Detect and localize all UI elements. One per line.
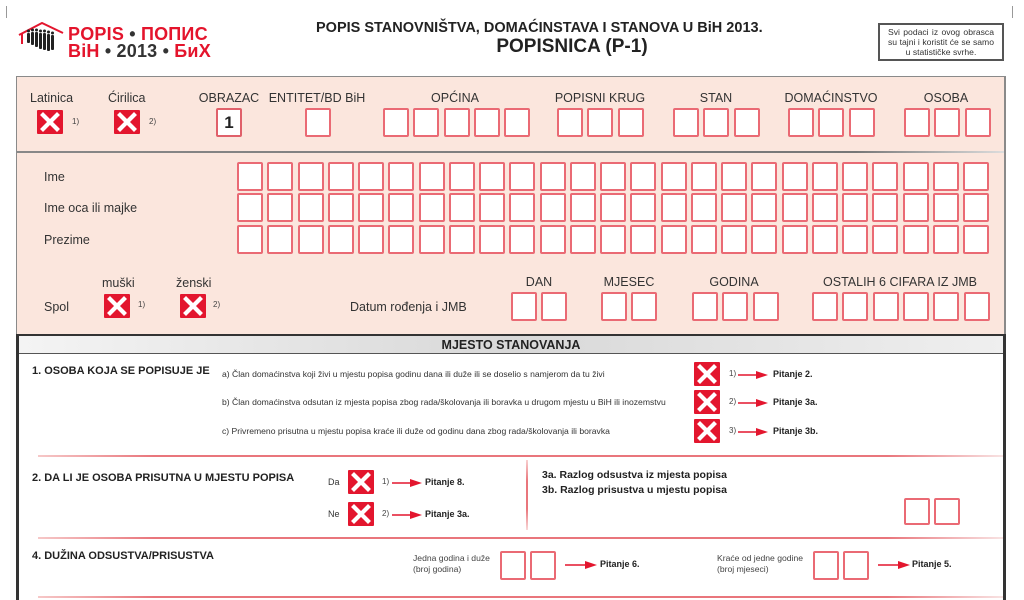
female-checkbox[interactable]: [180, 294, 206, 318]
parent-name-char-box[interactable]: [570, 193, 596, 222]
surname-char-box[interactable]: [388, 225, 414, 254]
first-name-char-box[interactable]: [298, 162, 324, 191]
question-1-option-checkbox[interactable]: [694, 390, 720, 414]
arrow-icon: [738, 427, 768, 437]
option-code: 2): [213, 300, 221, 309]
arrow-icon: [878, 560, 910, 570]
jmb-digits-label: OSTALIH 6 CIFARA IZ JMB: [823, 275, 977, 289]
goto-label: Pitanje 3a.: [425, 509, 470, 519]
surname-char-box[interactable]: [933, 225, 959, 254]
option-code: 1): [138, 300, 146, 309]
duration-digit-box[interactable]: [843, 551, 869, 580]
logo-text-popis-cyrillic: ПОПИС: [140, 24, 208, 44]
parent-name-char-box[interactable]: [419, 193, 445, 222]
first-name-char-box[interactable]: [721, 162, 747, 191]
parent-name-char-box[interactable]: [600, 193, 626, 222]
goto-label: Pitanje 3a.: [773, 397, 818, 407]
municipality-digit-box[interactable]: [444, 108, 470, 137]
municipality-digit-box[interactable]: [383, 108, 409, 137]
first-name-char-box[interactable]: [661, 162, 687, 191]
question-2-label: 2. DA LI JE OSOBA PRISUTNA U MJESTU POPISA: [32, 472, 295, 484]
day-digit-box[interactable]: [541, 292, 567, 321]
section-title: MJESTO STANOVANJA: [19, 336, 1003, 354]
x-mark-icon: [348, 502, 374, 526]
surname-char-box[interactable]: [751, 225, 777, 254]
x-mark-icon: [694, 390, 720, 414]
divider: [38, 455, 1003, 457]
x-mark-icon: [694, 362, 720, 386]
dwelling-digit-box[interactable]: [734, 108, 760, 137]
first-name-label: Ime: [44, 170, 65, 184]
x-mark-icon: [348, 470, 374, 494]
jmb-digits-digit-box[interactable]: [842, 292, 868, 321]
entity-digit-box[interactable]: [305, 108, 331, 137]
municipality-digit-box[interactable]: [474, 108, 500, 137]
cyrillic-checkbox[interactable]: [114, 110, 140, 134]
surname-char-box[interactable]: [328, 225, 354, 254]
parent-name-char-box[interactable]: [509, 193, 535, 222]
script-latin-label: Latinica: [30, 91, 74, 105]
parent-name-char-box[interactable]: [721, 193, 747, 222]
x-mark-icon: [37, 110, 63, 134]
census-circle-digit-box[interactable]: [557, 108, 583, 137]
option-code: 3): [729, 426, 737, 435]
dwelling-label: STAN: [699, 91, 733, 105]
parent-name-char-box[interactable]: [449, 193, 475, 222]
surname-char-box[interactable]: [267, 225, 293, 254]
birth-date-label: Datum rođenja i JMB: [350, 300, 467, 314]
year-digit-box[interactable]: [722, 292, 748, 321]
surname-char-box[interactable]: [721, 225, 747, 254]
question-1-option-text: b) Član domaćinstva odsutan iz mjesta popisa zbog rada/školovanja ili boravka u drugom mjestu u BiH ili inozemstvu: [222, 397, 666, 407]
logo-text-popis: POPIS: [68, 24, 125, 44]
question-1-option-text: a) Član domaćinstva koji živi u mjestu popisa godinu dana ili duže ili se doselio s namjerom da tu živi: [222, 369, 605, 379]
question-4-label: 4. DUŽINA ODSUSTVA/PRISUSTVA: [32, 550, 214, 562]
first-name-char-box[interactable]: [933, 162, 959, 191]
first-name-char-box[interactable]: [782, 162, 808, 191]
question-3-code-box[interactable]: [904, 498, 930, 525]
first-name-char-box[interactable]: [872, 162, 898, 191]
logo-bullet: •: [129, 24, 136, 44]
arrow-icon: [738, 370, 768, 380]
surname-char-box[interactable]: [782, 225, 808, 254]
surname-char-box[interactable]: [872, 225, 898, 254]
parent-name-char-box[interactable]: [298, 193, 324, 222]
day-label: DAN: [525, 275, 553, 289]
first-name-char-box[interactable]: [267, 162, 293, 191]
duration-digit-box[interactable]: [530, 551, 556, 580]
surname-char-box[interactable]: [540, 225, 566, 254]
municipality-label: OPĆINA: [431, 91, 479, 105]
surname-char-box[interactable]: [298, 225, 324, 254]
goto-label: Pitanje 6.: [600, 559, 640, 569]
surname-char-box[interactable]: [661, 225, 687, 254]
jmb-digits-digit-box[interactable]: [812, 292, 838, 321]
census-circle-label: POPISNI KRUG: [554, 91, 646, 105]
jmb-digits-digit-box[interactable]: [964, 292, 990, 321]
year-label: GODINA: [709, 275, 759, 289]
page-corner-mark: [1012, 6, 1013, 18]
question-3b-label: 3b. Razlog prisustva u mjestu popisa: [542, 484, 727, 496]
logo-text-bih-cyrillic: БиХ: [174, 41, 211, 61]
divider: [38, 537, 1003, 539]
sex-label: Spol: [44, 300, 70, 314]
parent-name-label: Ime oca ili majke: [44, 201, 138, 215]
first-name-char-box[interactable]: [509, 162, 535, 191]
surname-char-box[interactable]: [449, 225, 475, 254]
panel-divider: [17, 151, 1004, 153]
first-name-char-box[interactable]: [237, 162, 263, 191]
option-code: 1): [382, 477, 390, 486]
x-mark-icon: [180, 294, 206, 318]
x-mark-icon: [104, 294, 130, 318]
duration-option-label: Jedna godina i duže: [413, 553, 490, 563]
goto-label: Pitanje 2.: [773, 369, 813, 379]
month-label: MJESEC: [603, 275, 655, 289]
divider-vertical: [526, 460, 528, 530]
first-name-char-box[interactable]: [479, 162, 505, 191]
x-mark-icon: [694, 419, 720, 443]
form-title: POPIS STANOVNIŠTVA, DOMAĆINSTAVA I STANOVA U BiH 2013.: [316, 20, 763, 36]
divider: [38, 596, 1003, 598]
x-mark-icon: [114, 110, 140, 134]
dwelling-digit-box[interactable]: [703, 108, 729, 137]
year-digit-box[interactable]: [753, 292, 779, 321]
surname-char-box[interactable]: [479, 225, 505, 254]
jmb-digits-digit-box[interactable]: [903, 292, 929, 321]
parent-name-char-box[interactable]: [751, 193, 777, 222]
census-circle-digit-box[interactable]: [587, 108, 613, 137]
parent-name-char-box[interactable]: [479, 193, 505, 222]
surname-char-box[interactable]: [903, 225, 929, 254]
duration-option-unit: (broj mjeseci): [717, 564, 769, 574]
goto-label: Pitanje 5.: [912, 559, 952, 569]
parent-name-char-box[interactable]: [540, 193, 566, 222]
arrow-icon: [565, 560, 597, 570]
parent-name-char-box[interactable]: [782, 193, 808, 222]
question-2-option-label: Da: [328, 477, 340, 487]
confidentiality-notice: Svi podaci iz ovog obrasca su tajni i koristit će se samo u statističke svrhe.: [878, 23, 1004, 61]
household-digit-box[interactable]: [818, 108, 844, 137]
surname-char-box[interactable]: [842, 225, 868, 254]
female-label: ženski: [176, 276, 212, 290]
script-cyrillic-label: Ćirilica: [108, 91, 146, 105]
first-name-char-box[interactable]: [903, 162, 929, 191]
first-name-char-box[interactable]: [751, 162, 777, 191]
question-1-option-checkbox[interactable]: [694, 362, 720, 386]
day-digit-box[interactable]: [511, 292, 537, 321]
first-name-char-box[interactable]: [630, 162, 656, 191]
question-1-option-checkbox[interactable]: [694, 419, 720, 443]
question-2-option-checkbox[interactable]: [348, 502, 374, 526]
parent-name-char-box[interactable]: [903, 193, 929, 222]
question-3-code-box[interactable]: [934, 498, 960, 525]
arrow-icon: [392, 510, 422, 520]
parent-name-char-box[interactable]: [691, 193, 717, 222]
parent-name-char-box[interactable]: [237, 193, 263, 222]
duration-option-unit: (broj godina): [413, 564, 462, 574]
surname-label: Prezime: [44, 233, 90, 247]
option-code: 1): [72, 117, 80, 126]
surname-char-box[interactable]: [570, 225, 596, 254]
dwelling-digit-box[interactable]: [673, 108, 699, 137]
jmb-digits-digit-box[interactable]: [873, 292, 899, 321]
first-name-char-box[interactable]: [419, 162, 445, 191]
month-digit-box[interactable]: [631, 292, 657, 321]
form-subtitle: POPISNICA (P-1): [496, 36, 648, 57]
first-name-char-box[interactable]: [570, 162, 596, 191]
person-digit-box[interactable]: [934, 108, 960, 137]
male-checkbox[interactable]: [104, 294, 130, 318]
month-digit-box[interactable]: [601, 292, 627, 321]
goto-label: Pitanje 8.: [425, 477, 465, 487]
jmb-digits-digit-box[interactable]: [933, 292, 959, 321]
entity-label: ENTITET/BD BiH: [268, 91, 366, 105]
logo-text-year: 2013: [116, 41, 158, 61]
person-label: OSOBA: [923, 91, 969, 105]
household-digit-box[interactable]: [788, 108, 814, 137]
latin-checkbox[interactable]: [37, 110, 63, 134]
surname-char-box[interactable]: [358, 225, 384, 254]
first-name-char-box[interactable]: [388, 162, 414, 191]
first-name-char-box[interactable]: [963, 162, 989, 191]
duration-digit-box[interactable]: [813, 551, 839, 580]
option-code: 2): [382, 509, 390, 518]
goto-label: Pitanje 3b.: [773, 426, 819, 436]
first-name-char-box[interactable]: [540, 162, 566, 191]
male-label: muški: [102, 276, 135, 290]
first-name-char-box[interactable]: [812, 162, 838, 191]
question-2-option-checkbox[interactable]: [348, 470, 374, 494]
municipality-digit-box[interactable]: [504, 108, 530, 137]
duration-option-label: Kraće od jedne godine: [717, 553, 804, 563]
duration-digit-box[interactable]: [500, 551, 526, 580]
census-circle-digit-box[interactable]: [618, 108, 644, 137]
arrow-icon: [738, 398, 768, 408]
parent-name-char-box[interactable]: [267, 193, 293, 222]
surname-char-box[interactable]: [419, 225, 445, 254]
surname-char-box[interactable]: [237, 225, 263, 254]
household-label: DOMAĆINSTVO: [784, 91, 878, 105]
question-1-label: 1. OSOBA KOJA SE POPISUJE JE: [32, 365, 210, 377]
arrow-icon: [392, 478, 422, 488]
surname-char-box[interactable]: [963, 225, 989, 254]
parent-name-char-box[interactable]: [842, 193, 868, 222]
first-name-char-box[interactable]: [842, 162, 868, 191]
parent-name-char-box[interactable]: [661, 193, 687, 222]
first-name-char-box[interactable]: [600, 162, 626, 191]
parent-name-char-box[interactable]: [812, 193, 838, 222]
surname-char-box[interactable]: [630, 225, 656, 254]
year-digit-box[interactable]: [692, 292, 718, 321]
parent-name-char-box[interactable]: [388, 193, 414, 222]
parent-name-char-box[interactable]: [630, 193, 656, 222]
form-number-digit-box[interactable]: 1: [216, 108, 242, 137]
option-code: 2): [729, 397, 737, 406]
parent-name-char-box[interactable]: [933, 193, 959, 222]
question-3a-label: 3a. Razlog odsustva iz mjesta popisa: [542, 469, 727, 481]
person-digit-box[interactable]: [904, 108, 930, 137]
option-code: 2): [149, 117, 157, 126]
person-digit-box[interactable]: [965, 108, 991, 137]
question-2-option-label: Ne: [328, 509, 340, 519]
question-1-option-text: c) Privremeno prisutna u mjestu popisa kraće ili duže od godinu dana zbog rada/školovanja ili boravka: [222, 426, 610, 436]
first-name-char-box[interactable]: [449, 162, 475, 191]
page-corner-mark: [6, 6, 7, 18]
first-name-char-box[interactable]: [328, 162, 354, 191]
form-number-label: OBRAZAC: [198, 91, 260, 105]
logo-bullet: •: [104, 41, 112, 61]
first-name-char-box[interactable]: [691, 162, 717, 191]
surname-char-box[interactable]: [600, 225, 626, 254]
parent-name-char-box[interactable]: [963, 193, 989, 222]
parent-name-char-box[interactable]: [328, 193, 354, 222]
surname-char-box[interactable]: [812, 225, 838, 254]
municipality-digit-box[interactable]: [413, 108, 439, 137]
option-code: 1): [729, 369, 737, 378]
parent-name-char-box[interactable]: [872, 193, 898, 222]
surname-char-box[interactable]: [691, 225, 717, 254]
first-name-char-box[interactable]: [358, 162, 384, 191]
logo-text-bih: BiH: [68, 41, 100, 61]
surname-char-box[interactable]: [509, 225, 535, 254]
parent-name-char-box[interactable]: [358, 193, 384, 222]
logo-bullet: •: [162, 41, 170, 61]
household-digit-box[interactable]: [849, 108, 875, 137]
